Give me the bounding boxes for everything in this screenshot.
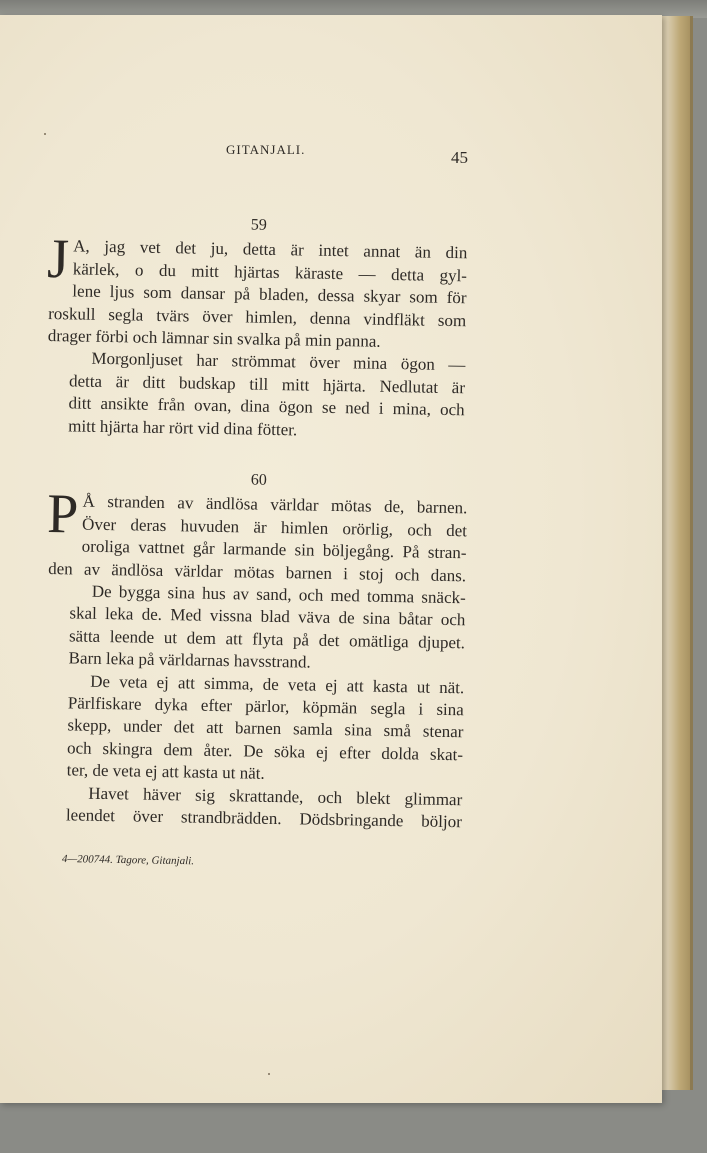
text-line: Barn leka på världarnas havsstrand. (68, 648, 311, 672)
page-number: 45 (451, 148, 468, 167)
text-line: leendet över strandbrädden. Dödsbringande böljor (65, 805, 463, 832)
poem-number: 59 (250, 216, 267, 234)
paper-speck (44, 133, 46, 135)
paragraph (46, 347, 466, 444)
paper-speck (268, 1073, 270, 1075)
text-line: och skingra dem åter. De söka ej efter dolda skat- (66, 738, 464, 765)
text-line: ditt ansikte från ovan, dina ögon se ned i mina, och (68, 393, 465, 420)
text-line: lene ljus som dansar på bladen, dessa skyar som för (72, 281, 467, 308)
text-line: Å stranden av ändlösa världar mötas de, barnen. (82, 491, 468, 518)
text-line: skepp, under det att barnen samla sina små stenar (67, 715, 464, 742)
text-line: Över deras huvuden är himlen orörlig, och det (81, 514, 468, 541)
text-line: De veta ej att simma, de veta ej att kasta ut nät. (90, 671, 465, 697)
text-line: ter, de veta ej att kasta ut nät. (66, 760, 265, 784)
text-line: kärlek, o du mitt hjärtas käraste — detta gyl- (72, 259, 468, 286)
poem-60 (44, 466, 468, 834)
paragraph (46, 580, 466, 677)
text-line: Pärlfiskare dyka efter pärlor, köpmän segla i sina (67, 693, 464, 720)
text-line: den av ändlösa världar mötas barnen i stoj och dans. (48, 558, 467, 585)
text-line: oroliga vattnet går larmande sin böljegång. På stran- (81, 536, 467, 563)
text-line: skal leka de. Med vissna blad väva de sina båtar och (69, 603, 466, 630)
drop-cap: J (46, 228, 70, 291)
text-line: detta är ditt budskap till mitt hjärta. Nedlutat är (68, 371, 466, 398)
book-page (0, 15, 662, 1103)
text-line: Havet häver sig skrattande, och blekt glimmar (88, 783, 463, 809)
drop-cap: P (46, 483, 79, 546)
printer-signature: 4—200744. Tagore, Gitanjali. (61, 853, 195, 868)
text-line: mitt hjärta har rört vid dina fötter. (68, 416, 298, 440)
poem-number: 60 (250, 471, 267, 489)
text-line: De bygga sina hus av sand, och med tomma snäck- (91, 581, 466, 608)
text-line: sätta leende ut dem att flyta på det omätliga djupet. (68, 626, 466, 653)
poem-body (46, 228, 468, 444)
text-line: drager förbi och lämnar sin svalka på min panna. (47, 326, 381, 351)
text-line: Morgonljuset har strömmat över mina ögon — (91, 349, 466, 375)
text-line: roskull segla tvärs över himlen, denna vindfläkt som (48, 303, 467, 330)
poem-body (44, 483, 468, 833)
poem-59 (46, 211, 468, 444)
paragraph (44, 782, 463, 834)
paragraph (46, 483, 468, 587)
running-header: GITANJALI. (226, 142, 306, 157)
paragraph (46, 228, 468, 354)
text-line: A, jag vet det ju, detta är intet annat än din (73, 236, 468, 263)
paragraph (44, 670, 464, 789)
